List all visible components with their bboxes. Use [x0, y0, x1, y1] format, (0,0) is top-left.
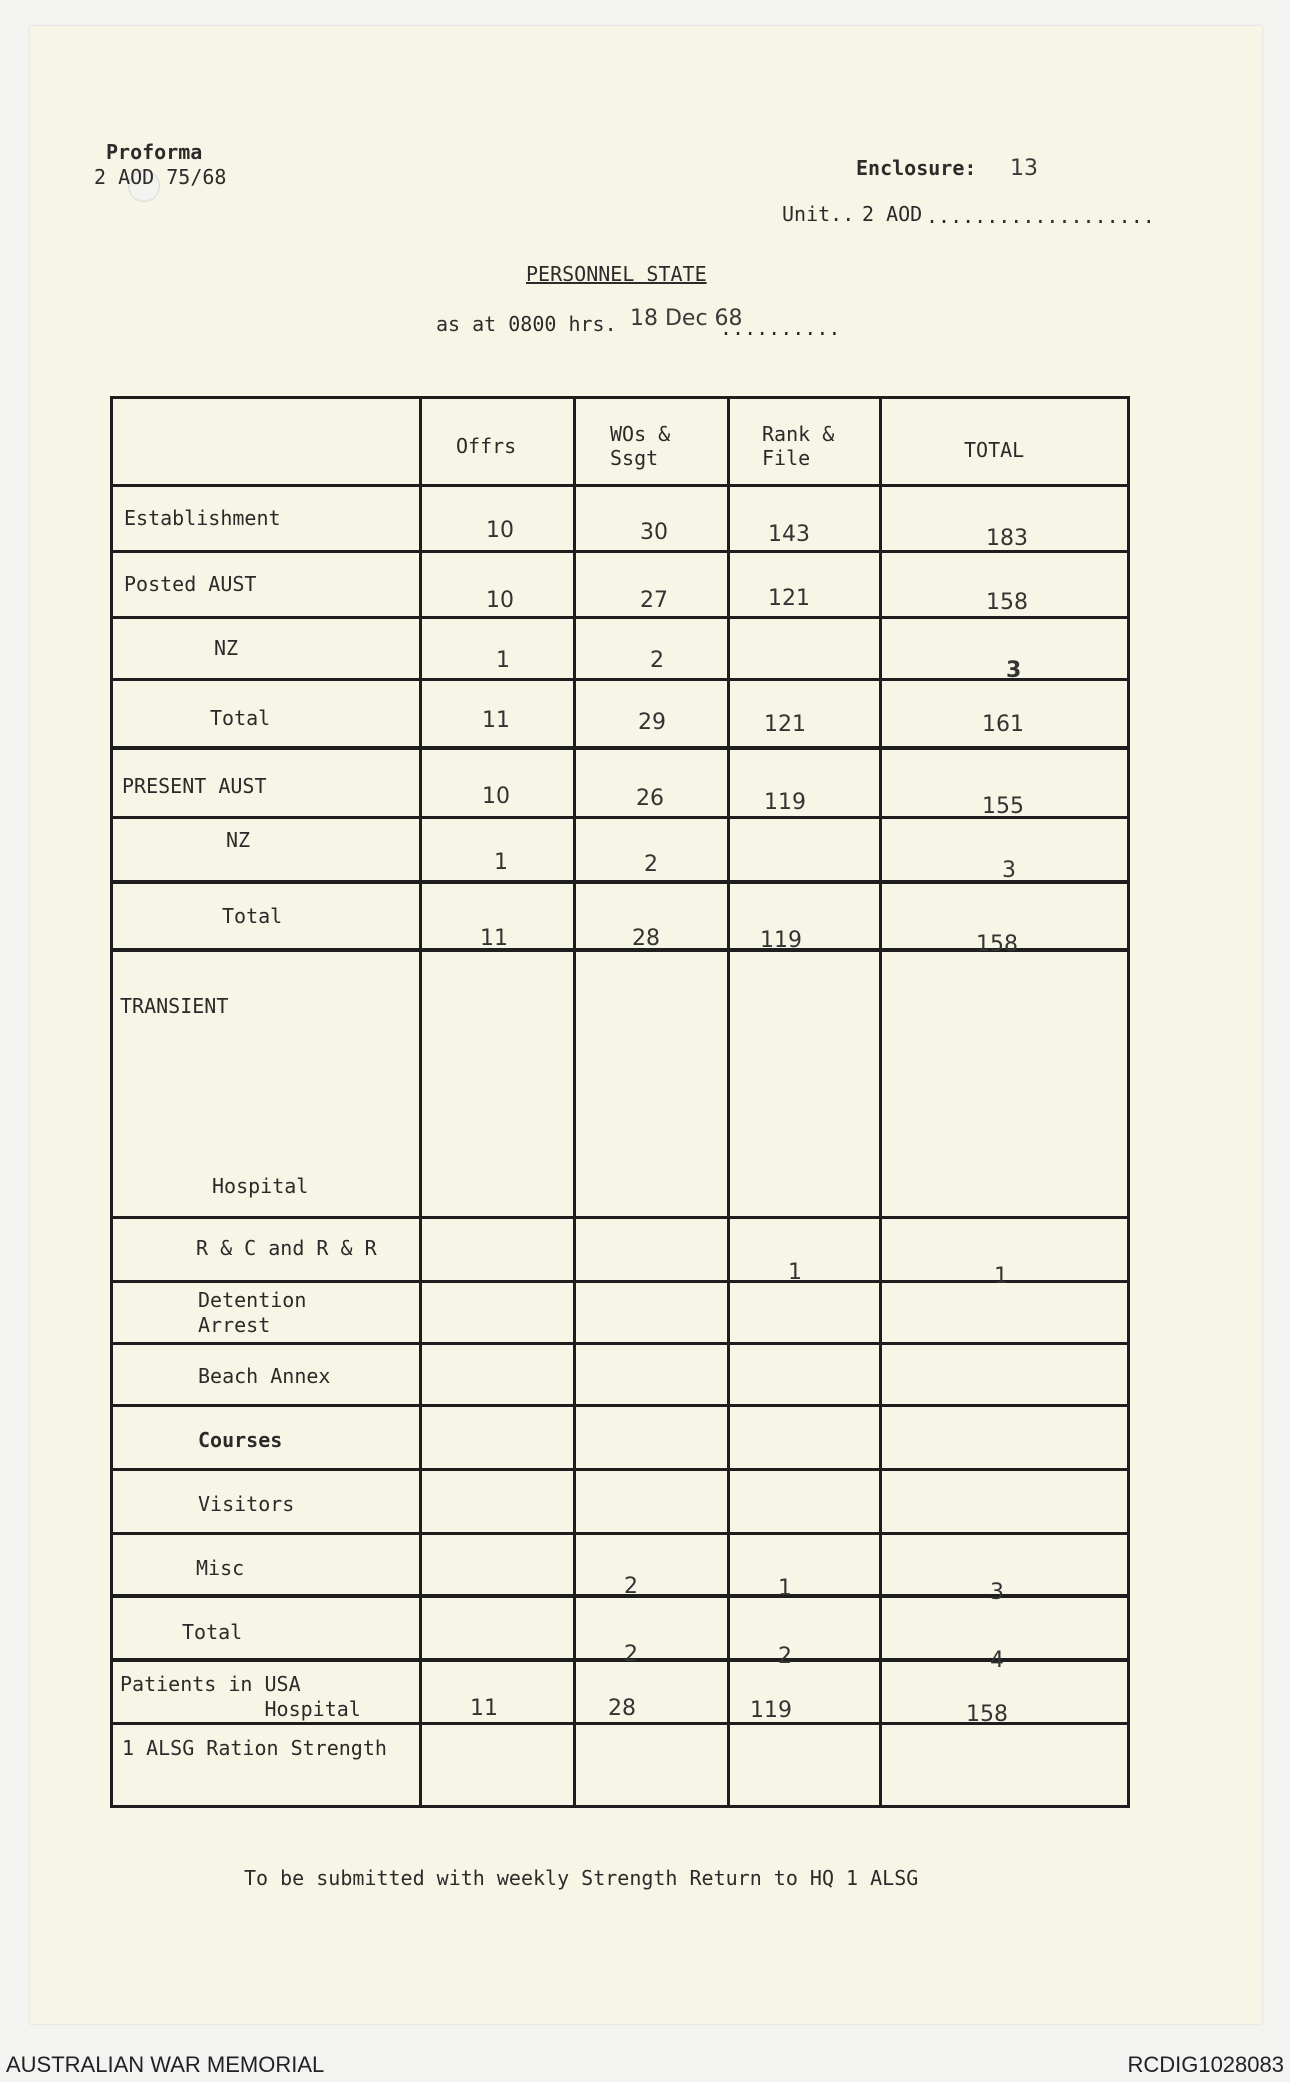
- row-label: PRESENT AUST: [122, 774, 267, 798]
- row-label: Visitors: [198, 1492, 295, 1516]
- as-at-dots: ..........: [720, 316, 841, 340]
- row-label: Beach Annex: [198, 1364, 331, 1388]
- cell-value: 4: [990, 1648, 1004, 1673]
- footer-note: To be submitted with weekly Strength Return to HQ 1 ALSG: [244, 1866, 919, 1890]
- unit-value: 2 AOD: [862, 202, 923, 226]
- cell-value: 11: [480, 926, 508, 951]
- col-header-total: TOTAL: [964, 438, 1025, 462]
- cell-value: 158: [966, 1702, 1008, 1727]
- cell-value: 121: [768, 586, 810, 611]
- cell-value: 183: [986, 526, 1028, 551]
- cell-value: 11: [482, 708, 510, 733]
- cell-value: 119: [764, 790, 806, 815]
- cell-value: 2: [624, 1642, 638, 1667]
- enclosure-number: 13: [1010, 156, 1038, 181]
- col-header-wos: WOs & Ssgt: [610, 422, 671, 470]
- cell-value: 155: [982, 794, 1024, 819]
- col-header-rank: Rank & File: [762, 422, 835, 470]
- proforma-ref: 2 AOD 75/68: [94, 165, 227, 189]
- proforma-label: Proforma: [106, 140, 203, 164]
- row-label: NZ: [214, 636, 239, 660]
- cell-value: 27: [640, 588, 668, 613]
- cell-value: 28: [632, 926, 660, 951]
- cell-value: 158: [986, 590, 1028, 615]
- as-at-label: as at 0800 hrs.: [436, 312, 617, 336]
- cell-value: 2: [778, 1644, 792, 1669]
- row-label: Total: [222, 904, 283, 928]
- cell-value: 1: [778, 1576, 792, 1601]
- cell-value: 30: [640, 520, 668, 545]
- row-label: Courses: [198, 1428, 283, 1452]
- unit-dots: ...................: [926, 204, 1155, 228]
- row-label: NZ: [226, 828, 251, 852]
- cell-value: 2: [650, 648, 664, 673]
- cell-value: 3: [1002, 858, 1016, 883]
- unit-label: Unit..: [782, 202, 855, 226]
- cell-value: 143: [768, 522, 810, 547]
- row-label: Total: [210, 706, 271, 730]
- cell-value: 1: [494, 850, 508, 875]
- archive-footer: [0, 2044, 1290, 2082]
- cell-value: 119: [750, 1698, 792, 1723]
- cell-value: 3: [990, 1580, 1004, 1605]
- cell-value: 158: [976, 932, 1018, 957]
- cell-value: 10: [486, 588, 514, 613]
- row-label: Misc: [196, 1556, 245, 1580]
- row-label: 1 ALSG Ration Strength: [122, 1736, 387, 1760]
- row-label: Hospital: [212, 1174, 309, 1198]
- enclosure-label: Enclosure:: [856, 156, 977, 180]
- cell-value: 28: [608, 1696, 636, 1721]
- cell-value: 3: [1006, 658, 1022, 683]
- cell-value: 11: [470, 1696, 498, 1721]
- cell-value: 1: [994, 1264, 1008, 1289]
- as-at-value: 18 Dec 68: [630, 306, 743, 331]
- cell-value: 26: [636, 786, 664, 811]
- row-label: Posted AUST: [124, 572, 257, 596]
- cell-value: 10: [486, 518, 514, 543]
- cell-value: 10: [482, 784, 510, 809]
- row-label: Detention Arrest: [198, 1288, 307, 1337]
- row-label: R & C and R & R: [196, 1236, 377, 1260]
- archive-right-label: RCDIG1028083: [1127, 2052, 1284, 2077]
- row-label: Total: [182, 1620, 243, 1644]
- cell-value: 119: [760, 928, 802, 953]
- page-title: PERSONNEL STATE: [526, 262, 707, 286]
- cell-value: 161: [982, 712, 1024, 737]
- cell-value: 121: [764, 712, 806, 737]
- row-label: Patients in USA Hospital: [120, 1672, 361, 1721]
- row-label: Establishment: [124, 506, 281, 530]
- row-label: TRANSIENT: [120, 994, 229, 1018]
- cell-value: 29: [638, 710, 666, 735]
- archive-left-label: AUSTRALIAN WAR MEMORIAL: [6, 2052, 325, 2077]
- cell-value: 1: [788, 1260, 802, 1285]
- cell-value: 1: [496, 648, 510, 673]
- personnel-table: [110, 396, 1130, 1808]
- col-header-offrs: Offrs: [456, 434, 517, 458]
- cell-value: 2: [644, 852, 658, 877]
- cell-value: 2: [624, 1574, 638, 1599]
